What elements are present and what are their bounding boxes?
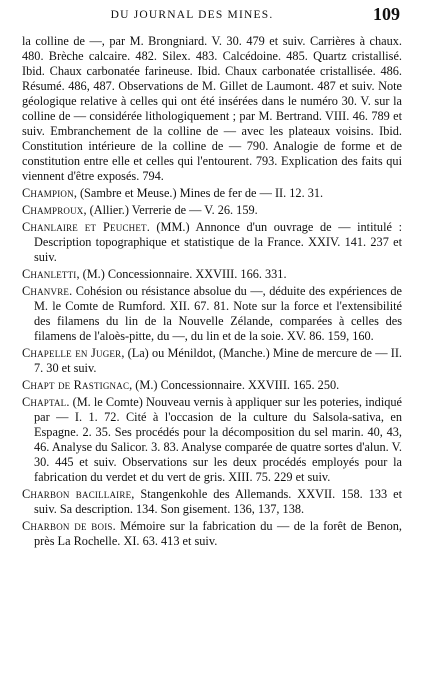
entry-headword: Charbon de bois [22,519,113,533]
index-entry [22,220,402,265]
index-entry [22,186,402,201]
entry-text: . (MM.) Annonce d'un ouvrage de — intitulé : Description topographique et statistique de la France. XXIV. 141. 237 et suiv. [34,220,402,264]
entry-headword: Chanletti [22,267,77,281]
running-title: DU JOURNAL DES MINES. [110,9,274,21]
entry-headword: Champion [22,186,74,200]
index-entry [22,34,402,184]
index-entry [22,487,402,517]
entry-text: . Mémoire sur la fabrication du — de la forêt de Benon, près La Rochelle. XI. 63. 413 et suiv. [34,519,403,548]
entry-text: , (Sambre et Meuse.) Mines de fer de — II. 12. 31. [73,186,324,200]
entry-text: la colline de —, par M. Brongniard. V. 30. 479 et suiv. Carrières à chaux. 480. Brèche calcaire. 482. Silex. 483. Calcédoine. 485. Quartz cristallisé. Ibid. Chaux carbonatée farineuse. Ibid. Chaux carbonatée cristallisée. 486. Résumé. 486, 487. Observations de M. Gillet de Laumont. 487 et suiv. Note géologique relative à celles qui ont été insérées dans le numéro 30. V. sur la colline de — considérée lithologiquement ; par M. Bertrand. VIII. 46. 789 et suiv. Embranchement de la colline de — avec les plateaux voisins. Ibid. Constitution intérieure de la colline de — 790. Analogie de forme et de constitution entre elle et celles qui l'entourent. 793. Explication des faits qui viennent d'être exposés. 794. [22,34,402,183]
index-entry [22,284,402,344]
entry-text: , (M.) Concessionnaire. XXVIII. 165. 250. [129,378,340,392]
entry-text: , Stangenkohle des Allemands. XXVII. 158. 133 et suiv. Sa description. 134. Son gisement. 136, 137, 138. [34,487,403,516]
entry-text: . Cohésion ou résistance absolue du —, déduite des expériences de M. le Comte de Rumford. XII. 67. 81. Note sur la force et l'extensibilité des filamens du lin de la Nouvelle Zélande, comparées à celles des filamens de l'aloès-pitte, du —, du lin et de la soie. XV. 86. 159, 160. [34,284,402,343]
entry-headword: Chaptal [22,395,67,409]
index-entry [22,346,402,376]
entry-text: . (M. le Comte) Nouveau vernis à appliquer sur les poteries, indiqué par — I. 1. 72. Cité à l'occasion de la culture du Salsola-sativa, en Espagne. 2. 35. Ses procédés pour la décomposition du sel marin. 40, 43, 46. Analyse du Salicor. 3. 83. Analyse comparée de quatre sortes d'alun. V. 30. 445 et suiv. Observations sur les deux procédés employés pour la fabrication du verdet et du vert de gris. XIII. 75. 229 et suiv. [34,395,402,484]
entry-headword: Chapt de Rastignac [22,378,130,392]
entry-headword: Chapelle en Juger [22,346,122,360]
page-header [22,0,402,34]
entry-text: , (La) ou Ménildot, (Manche.) Mine de mercure de — II. 7. 30 et suiv. [34,346,403,375]
entry-headword: Chanvre [22,284,70,298]
entry-headword: Champroux [22,203,84,217]
page-number: 109 [373,4,400,24]
entry-text: , (M.) Concessionnaire. XXVIII. 166. 331. [76,267,287,281]
index-entry [22,395,402,485]
entry-headword: Charbon bacillaire [22,487,132,501]
entry-headword: Chanlaire et Peuchet [22,220,147,234]
index-entry [22,267,402,282]
entry-text: , (Allier.) Verrerie de — V. 26. 159. [83,203,258,217]
index-entry [22,378,402,393]
index-entries [22,34,402,549]
index-entry [22,519,402,549]
index-entry [22,203,402,218]
